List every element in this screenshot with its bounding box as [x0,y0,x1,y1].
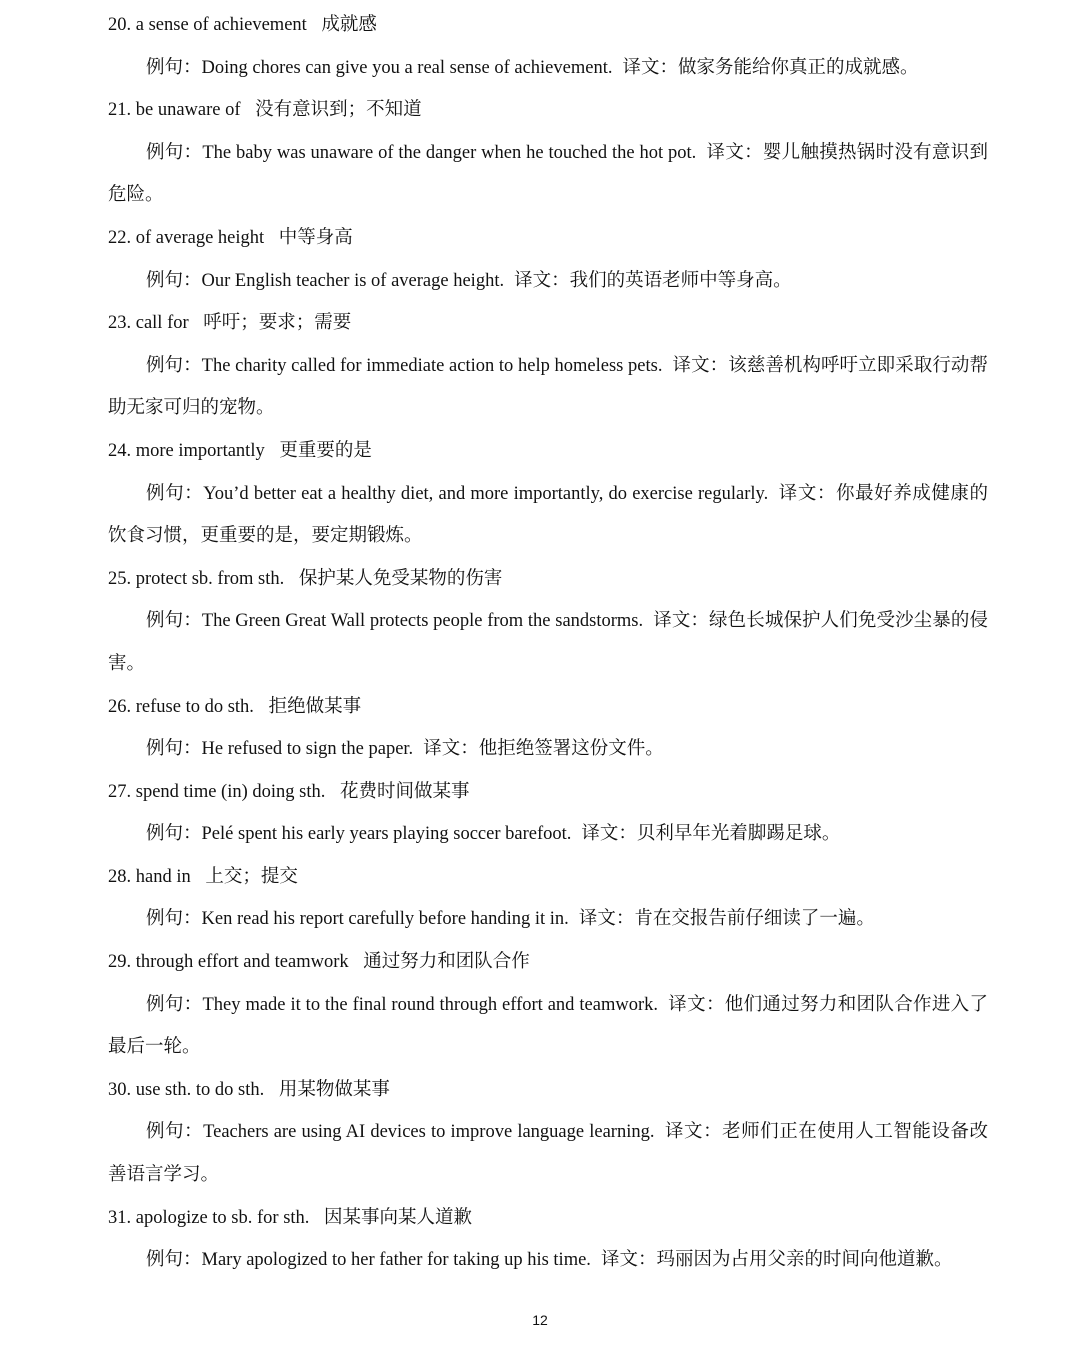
translation-label: 译文： [653,611,710,632]
translation-label: 译文： [578,909,635,930]
phrase-meaning: 更重要的是 [279,440,372,461]
phrase-item [108,89,988,132]
example-english: The charity called for immediate action to help homeless pets. [201,355,663,376]
example-label: 例句： [146,57,202,78]
translation-chinese: 该慈善机构呼吁立即采取行动帮助无家可归的宠物。 [108,355,988,419]
phrase-item [108,430,988,473]
translation-chinese: 他们通过努力和团队合作进入了最后一轮。 [108,994,988,1058]
translation-chinese: 你最好养成健康的饮食习惯，更重要的是，要定期锻炼。 [108,483,988,547]
example-label: 例句： [146,270,202,291]
phrase-list [108,4,988,1282]
phrase-meaning: 因某事向某人道歉 [324,1207,473,1228]
phrase-meaning: 用某物做某事 [278,1079,390,1100]
phrase-meaning: 中等身高 [278,227,353,248]
example-english: Teachers are using AI devices to improve language learning. [203,1122,655,1143]
example-label: 例句： [146,739,202,760]
phrase-meaning: 没有意识到；不知道 [255,100,422,121]
example-sentence [108,728,988,771]
example-label: 例句： [146,909,202,930]
phrase-meaning: 呼吁；要求；需要 [203,313,352,334]
phrase-text: 21. be unaware of [108,100,241,121]
phrase-text: 29. through effort and teamwork [108,952,349,973]
phrase-item [108,217,988,260]
phrase-item [108,1197,988,1240]
translation-label: 译文： [600,1250,657,1271]
example-english: Doing chores can give you a real sense of achievement. [201,57,613,78]
example-sentence [108,1111,988,1196]
translation-label: 译文： [664,1122,723,1143]
example-sentence [108,898,988,941]
example-sentence [108,47,988,90]
phrase-text: 23. call for [108,313,189,334]
phrase-meaning: 花费时间做某事 [339,781,470,802]
phrase-text: 31. apologize to sb. for sth. [108,1207,310,1228]
example-label: 例句： [146,355,202,376]
phrase-meaning: 拒绝做某事 [268,696,362,717]
example-english: You’d better eat a healthy diet, and more importantly, do exercise regularly. [203,483,769,504]
phrase-meaning: 保护某人免受某物的伤害 [298,568,503,589]
example-sentence [108,1239,988,1282]
example-label: 例句： [146,611,202,632]
translation-label: 译文： [581,824,637,845]
example-english: The Green Great Wall protects people from the sandstorms. [201,611,644,632]
phrase-item [108,1069,988,1112]
translation-chinese: 贝利早年光着脚踢足球。 [636,824,841,845]
translation-label: 译文： [672,355,729,376]
translation-label: 译文： [778,483,836,504]
example-sentence [108,600,988,685]
translation-chinese: 婴儿触摸热锅时没有意识到危险。 [108,142,988,206]
translation-chinese: 肯在交报告前仔细读了一遍。 [634,909,875,930]
example-sentence [108,345,988,430]
example-english: Our English teacher is of average height. [201,270,505,291]
example-english: He refused to sign the paper. [201,739,414,760]
example-sentence [108,132,988,217]
example-sentence [108,984,988,1069]
phrase-text: 22. of average height [108,227,265,248]
translation-chinese: 老师们正在使用人工智能设备改善语言学习。 [108,1122,988,1186]
phrase-meaning: 成就感 [321,15,377,35]
phrase-item [108,941,988,984]
phrase-item [108,686,988,729]
translation-chinese: 绿色长城保护人们免受沙尘暴的侵害。 [108,611,988,674]
example-sentence [108,813,988,856]
example-english: Ken read his report carefully before handing it in. [201,909,569,930]
phrase-text: 20. a sense of achievement [108,15,307,35]
phrase-text: 27. spend time (in) doing sth. [108,781,326,802]
translation-label: 译文： [667,994,725,1015]
phrase-meaning: 通过努力和团队合作 [363,952,530,973]
phrase-item [108,4,988,47]
phrase-text: 26. refuse to do sth. [108,696,254,717]
translation-chinese: 玛丽因为占用父亲的时间向他道歉。 [656,1250,953,1271]
example-label: 例句： [146,483,204,504]
phrase-text: 30. use sth. to do sth. [108,1079,265,1100]
translation-label: 译文： [423,739,479,760]
translation-label: 译文： [706,142,763,163]
example-english: Mary apologized to her father for taking up his time. [201,1250,591,1271]
page-number: 12 [532,1312,548,1328]
phrase-text: 28. hand in [108,866,191,887]
phrase-text: 25. protect sb. from sth. [108,568,285,589]
example-sentence [108,260,988,303]
phrase-item [108,558,988,601]
translation-chinese: 做家务能给你真正的成就感。 [677,57,919,78]
phrase-text: 24. more importantly [108,440,265,461]
example-english: The baby was unaware of the danger when he touched the hot pot. [202,142,697,163]
phrase-item [108,856,988,899]
translation-chinese: 他拒绝签署这份文件。 [478,739,664,760]
example-label: 例句： [146,1122,204,1143]
phrase-item [108,771,988,814]
phrase-meaning: 上交；提交 [205,866,298,887]
phrase-item [108,302,988,345]
example-english: They made it to the final round through effort and teamwork. [202,994,658,1015]
translation-label: 译文： [514,270,570,291]
translation-label: 译文： [622,57,678,78]
example-label: 例句： [146,824,202,845]
example-english: Pelé spent his early years playing soccer barefoot. [201,824,572,845]
example-label: 例句： [146,1250,202,1271]
example-label: 例句： [146,142,203,163]
translation-chinese: 我们的英语老师中等身高。 [569,270,792,291]
example-sentence [108,473,988,558]
example-label: 例句： [146,994,203,1015]
